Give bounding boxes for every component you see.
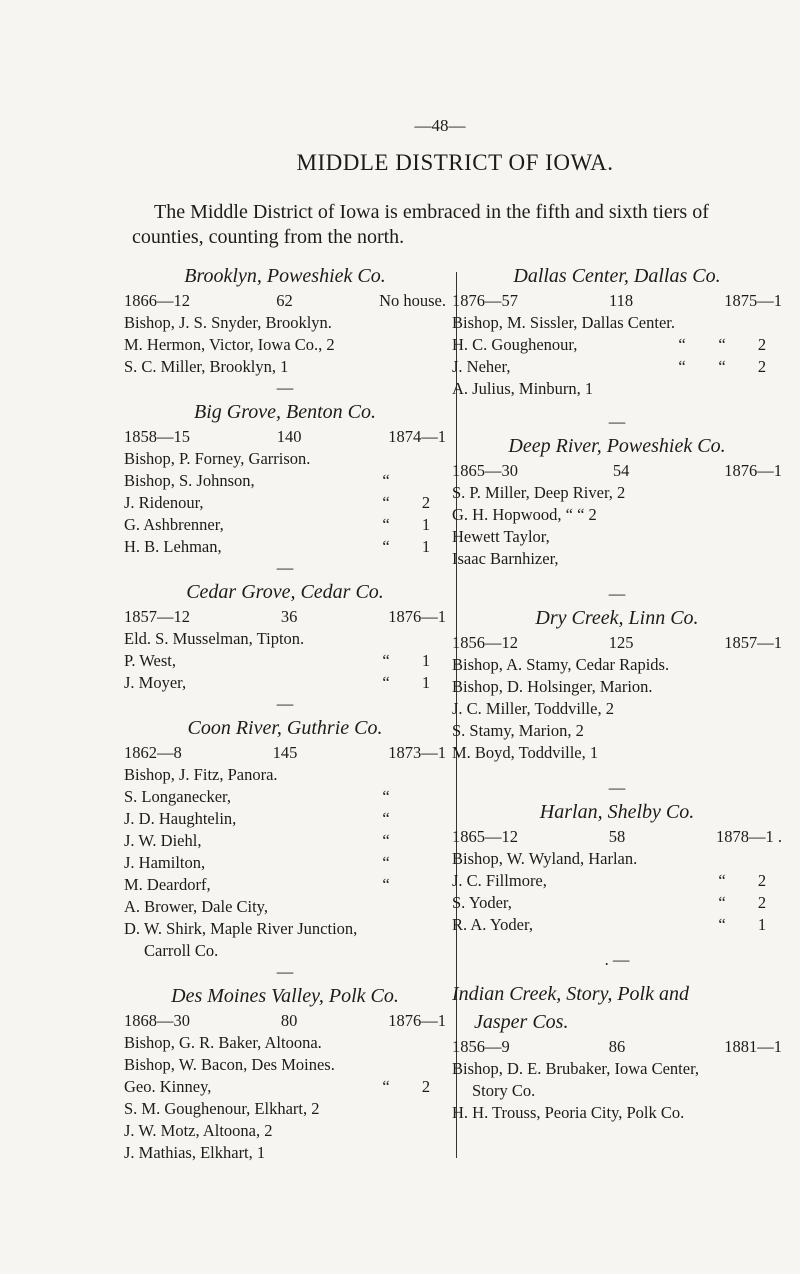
organized-year: 1857—12 (124, 607, 190, 626)
list-item: J. W. Motz, Altoona, 2 (124, 1121, 273, 1140)
member-count: 80 (280, 1011, 298, 1030)
list-item: S. C. Miller, Brooklyn, 1 (124, 357, 289, 376)
congregation-heading: Big Grove, Benton Co. (193, 401, 376, 423)
list-item: M. Deardorf, “ (124, 875, 390, 894)
congregation-heading: Dallas Center, Dallas Co. (513, 265, 721, 287)
member-count: 140 (276, 427, 302, 446)
list-item: M. Hermon, Victor, Iowa Co., 2 (124, 335, 335, 354)
right-column (452, 262, 782, 1124)
member-count: 36 (280, 607, 298, 626)
congregation-coon-river (124, 714, 446, 962)
list-item: A. Julius, Minburn, 1 (452, 379, 594, 398)
list-item: M. Boyd, Toddville, 1 (452, 743, 599, 762)
section-separator: — (608, 584, 626, 603)
list-item: J. Hamilton, “ (124, 853, 390, 872)
left-column (124, 262, 446, 1164)
list-item: Bishop, A. Stamy, Cedar Rapids. (452, 655, 670, 674)
list-item: S. M. Goughenour, Elkhart, 2 (124, 1099, 320, 1118)
list-item: Hewett Taylor, (452, 527, 550, 546)
list-item: J. C. Fillmore, “ 2 (452, 871, 767, 890)
congregation-stats (124, 606, 446, 628)
house-info: No house. (379, 291, 446, 310)
congregation-stats (452, 632, 782, 654)
congregation-dry-creek (452, 604, 782, 764)
congregation-heading: Harlan, Shelby Co. (539, 801, 695, 823)
list-item: A. Brower, Dale City, (124, 897, 268, 916)
organized-year: 1856—12 (452, 633, 518, 652)
organized-year: 1866—12 (124, 291, 190, 310)
list-item: Geo. Kinney, “ 2 (124, 1077, 431, 1096)
list-item: J. Mathias, Elkhart, 1 (124, 1143, 266, 1162)
list-item: R. A. Yoder, “ 1 (452, 915, 767, 934)
list-item: S. P. Miller, Deep River, 2 (452, 483, 626, 502)
intro-paragraph: The Middle District of Iowa is embraced in the fifth and sixth tiers of counties, counting from the north. (132, 201, 709, 248)
congregation-stats (124, 290, 446, 312)
list-item: J. Neher, “ “ 2 (452, 357, 767, 376)
list-item: H. B. Lehman, “ 1 (124, 537, 431, 556)
section-separator: — (608, 412, 626, 431)
list-item: Bishop, J. Fitz, Panora. (124, 765, 278, 784)
house-info: 1876—1 (388, 1011, 446, 1030)
organized-year: 1868—30 (124, 1011, 190, 1030)
list-item: Isaac Barnhizer, (452, 549, 559, 568)
organized-year: 1858—15 (124, 427, 190, 446)
section-separator: — (276, 962, 294, 981)
list-item: Eld. S. Musselman, Tipton. (124, 629, 305, 648)
list-item: S. Yoder, “ 2 (452, 893, 767, 912)
congregation-stats (452, 1036, 782, 1058)
house-info: 1876—1 (388, 607, 446, 626)
congregation-des-moines-valley (124, 982, 446, 1164)
list-item: S. Longanecker, “ (124, 787, 390, 806)
house-info: 1874—1 (388, 427, 446, 446)
member-count: 54 (612, 461, 630, 480)
house-info: 1878—1 . (716, 827, 782, 846)
section-separator: — (276, 378, 294, 397)
list-item: Story Co. (472, 1081, 536, 1100)
congregation-stats (124, 742, 446, 764)
list-item: H. C. Goughenour, “ “ 2 (452, 335, 767, 354)
congregation-stats (452, 826, 782, 848)
congregation-heading: Brooklyn, Poweshiek Co. (184, 265, 386, 287)
list-item: J. C. Miller, Toddville, 2 (452, 699, 614, 718)
organized-year: 1865—12 (452, 827, 518, 846)
congregation-deep-river (452, 432, 782, 570)
congregation-stats (452, 290, 782, 312)
list-item: Bishop, D. Holsinger, Marion. (452, 677, 653, 696)
congregation-heading: Indian Creek, Story, Polk and (452, 983, 689, 1005)
congregation-heading: Deep River, Poweshiek Co. (508, 435, 726, 457)
section-separator: — (276, 694, 294, 713)
congregation-brooklyn (124, 262, 446, 378)
list-item: J. Moyer, “ 1 (124, 673, 431, 692)
member-count: 86 (608, 1037, 626, 1056)
member-count: 125 (608, 633, 634, 652)
list-item: H. H. Trouss, Peoria City, Polk Co. (452, 1103, 685, 1122)
congregation-stats (452, 460, 782, 482)
list-item: Bishop, D. E. Brubaker, Iowa Center, (452, 1059, 700, 1078)
list-item: J. W. Diehl, “ (124, 831, 390, 850)
organized-year: 1862—8 (124, 743, 182, 762)
congregation-indian-creek (452, 980, 782, 1124)
section-separator: . — (604, 950, 630, 969)
list-item: D. W. Shirk, Maple River Junction, (124, 919, 358, 938)
list-item: S. Stamy, Marion, 2 (452, 721, 584, 740)
congregation-heading-continued: Jasper Cos. (474, 1011, 569, 1033)
list-item: Bishop, G. R. Baker, Altoona. (124, 1033, 322, 1052)
member-count: 62 (276, 291, 293, 310)
section-separator: — (276, 558, 294, 577)
list-item: G. Ashbrenner, “ 1 (124, 515, 431, 534)
organized-year: 1865—30 (452, 461, 518, 480)
house-info: 1881—1 (724, 1037, 782, 1056)
list-item: Bishop, S. Johnson, “ (124, 471, 390, 490)
congregation-heading: Coon River, Guthrie Co. (187, 717, 383, 739)
list-item: G. H. Hopwood, “ “ 2 (452, 505, 597, 524)
list-item: J. D. Haughtelin, “ (124, 809, 390, 828)
member-count: 58 (608, 827, 626, 846)
list-item: J. Ridenour, “ 2 (124, 493, 431, 512)
organized-year: 1876—57 (452, 291, 518, 310)
list-item: P. West, “ 1 (124, 651, 431, 670)
member-count: 118 (609, 291, 634, 310)
congregation-dallas-center (452, 262, 782, 400)
page-number: —48— (414, 116, 466, 135)
list-item: Bishop, W. Wyland, Harlan. (452, 849, 638, 868)
house-info: 1875—1 (724, 291, 782, 310)
list-item: Bishop, M. Sissler, Dallas Center. (452, 313, 675, 332)
section-separator: — (608, 778, 626, 797)
house-info: 1873—1 (388, 743, 446, 762)
congregation-big-grove (124, 398, 446, 558)
list-item: Bishop, J. S. Snyder, Brooklyn. (124, 313, 332, 332)
list-item: Bishop, W. Bacon, Des Moines. (124, 1055, 335, 1074)
congregation-stats (124, 1010, 446, 1032)
house-info: 1857—1 (724, 633, 782, 652)
congregation-heading: Des Moines Valley, Polk Co. (171, 985, 399, 1007)
page-title: MIDDLE DISTRICT OF IOWA. (296, 150, 614, 175)
congregation-cedar-grove (124, 578, 446, 694)
congregation-heading: Cedar Grove, Cedar Co. (186, 581, 384, 603)
house-info: 1876—1 (724, 461, 782, 480)
congregation-stats (124, 426, 446, 448)
congregation-heading: Dry Creek, Linn Co. (535, 607, 699, 629)
list-item: Carroll Co. (144, 941, 219, 960)
list-item: Bishop, P. Forney, Garrison. (124, 449, 311, 468)
member-count: 145 (272, 743, 298, 762)
congregation-harlan (452, 798, 782, 936)
organized-year: 1856—9 (452, 1037, 510, 1056)
